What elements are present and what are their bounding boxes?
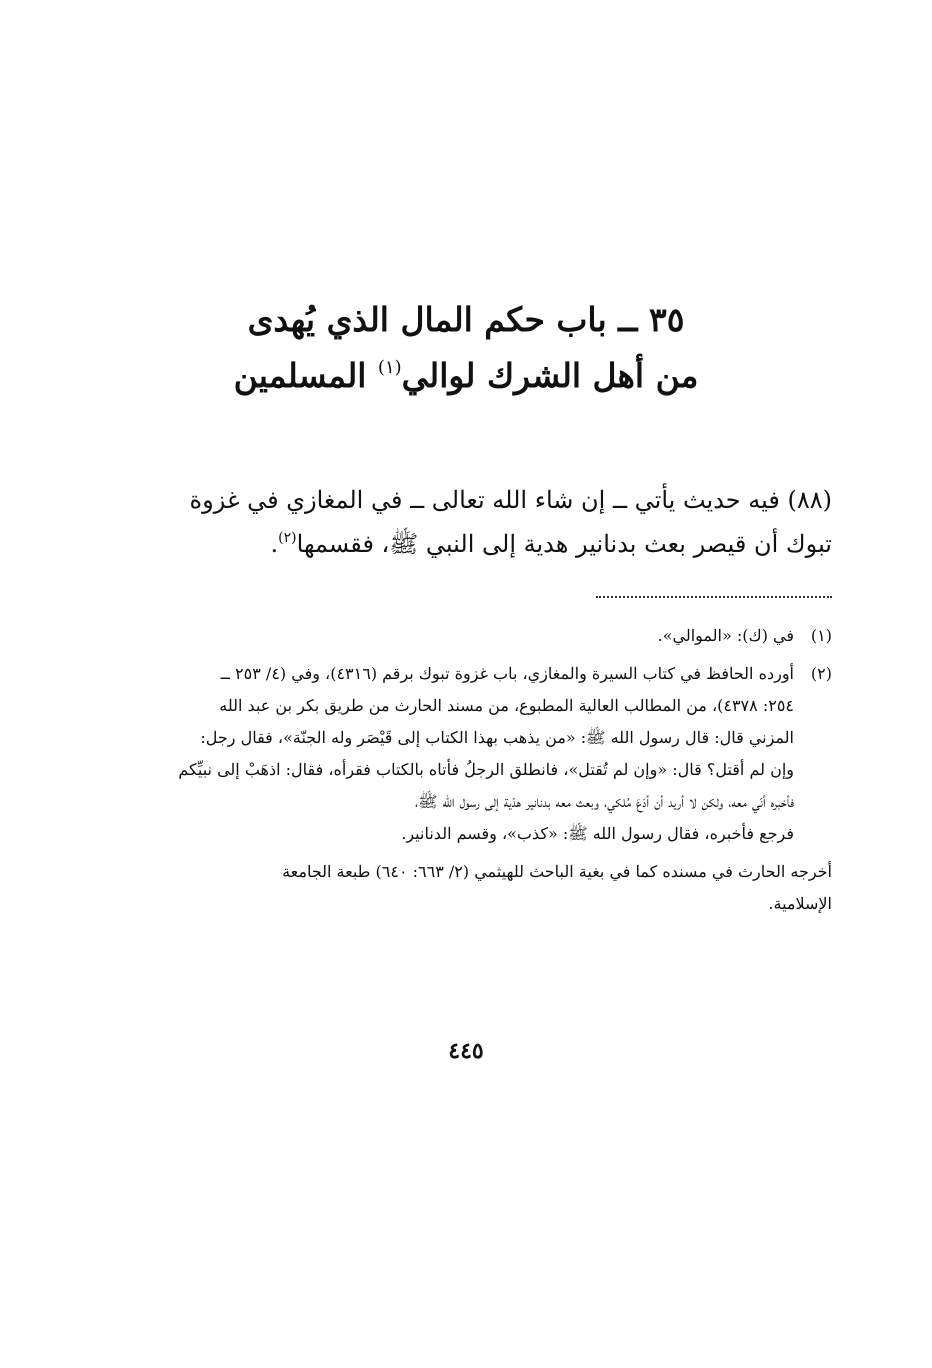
chapter-heading (110, 292, 822, 404)
paragraph-line-2-text: تبوك أن قيصر بعث بدنانير هدية إلى النبي ﷺ، فقسمها (296, 530, 832, 558)
footnote-2-continuation (108, 856, 832, 920)
heading-line-1: ٣٥ ــ باب حكم المال الذي يُهدى (247, 300, 685, 339)
paragraph-footnote-ref: (٢) (278, 530, 297, 546)
paragraph-line-2 (108, 522, 832, 566)
footnote-2-mark: (٢) (810, 664, 832, 683)
footnote-2-line: فأخبره أنّي معه، ولكن لا أريد أن أدَعَ مُلكي، وبعث معه بدنانير هدّية إلى رسول الله ﷺ، (415, 792, 794, 811)
footnote-2-line: أورده الحافظ في كتاب السيرة والمغازي، باب غزوة تبوك برقم (٤٣١٦)، وفي (٤/ ٢٥٣ ــ (220, 664, 794, 683)
heading-line-2-end: المسلمين (233, 356, 378, 395)
paragraph-line-2-period: . (270, 530, 279, 558)
page-number: ٤٤٥ (448, 1038, 484, 1064)
paragraph-line-1: (٨٨) فيه حديث يأتي ــ إن شاء الله تعالى ــ في المغازي في غزوة (189, 486, 832, 514)
footnote-2-line: ٢٥٤: ٤٣٧٨)، من المطالب العالية المطبوع، من مسند الحارث من طريق بكر بن عبد الله (219, 696, 794, 715)
continuation-line: الإسلامية. (768, 894, 832, 913)
footnotes-section (108, 620, 832, 920)
heading-line-2 (110, 348, 822, 404)
heading-footnote-ref: (١) (377, 357, 402, 378)
footnote-1-mark: (١) (810, 626, 832, 645)
footnote-1-line: في (ك): «الموالي». (657, 626, 794, 645)
footnote-1 (108, 620, 832, 652)
hadith-paragraph (108, 478, 832, 566)
footnote-separator (596, 596, 832, 598)
heading-line-2-start: من أهل الشرك لوالي (401, 356, 699, 395)
footnote-2-line: المزني قال: قال رسول الله ﷺ: «من يذهب بهذا الكتاب إلى قَيْصَر وله الجنّة»، فقال رجل: (200, 728, 794, 747)
footnote-2-line: فرجع فأخبره، فقال رسول الله ﷺ: «كذب»، وقسم الدنانير. (401, 824, 794, 843)
footnote-2 (108, 658, 832, 850)
continuation-line: أخرجه الحارث في مسنده كما في بغية الباحث للهيثمي (٢/ ٦٦٣: ٦٤٠) طبعة الجامعة (282, 862, 832, 881)
footnote-2-line: وإن لم أقتل؟ قال: «وإن لم تُقتل»، فانطلق الرجلُ فأتاه بالكتاب فقرأه، فقال: اذهَبْ إلى نبيِّكم (178, 760, 794, 779)
